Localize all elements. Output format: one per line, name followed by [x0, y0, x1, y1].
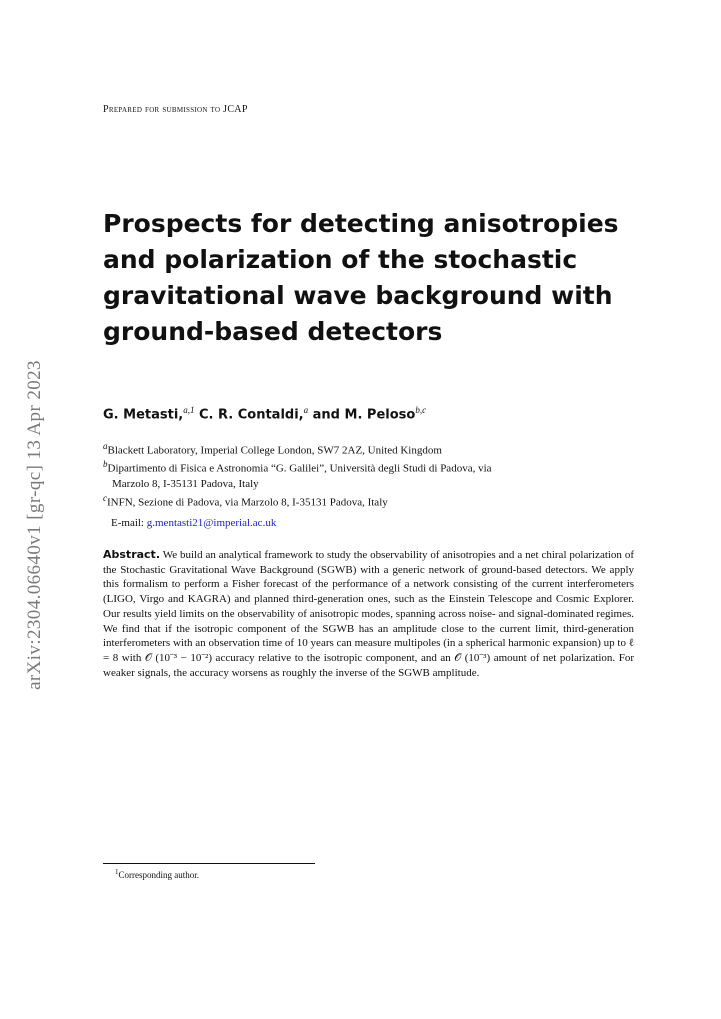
abstract-line: forecast of the performance of a network consisting of the current interferometers (LIGO,	[103, 578, 635, 606]
footnote-text: Corresponding author.	[118, 870, 199, 880]
abstract-line: amount of net polarization. For weaker signals, the accuracy worsens as roughly the inverse	[103, 651, 635, 679]
title-line: gravitational wave background with	[103, 281, 613, 310]
abstract-line: observation time of 10 years can measure multipoles (in a spherical harmonic expansion) up	[208, 637, 615, 650]
author-name: C. R. Contaldi,	[199, 407, 304, 423]
affiliation-b	[103, 457, 643, 492]
abstract-line: a net chiral polarization of the Stochastic Gravitational Wave Background (SGWB) with a	[103, 549, 634, 576]
paper-title	[103, 206, 663, 350]
title-line: ground-based detectors	[103, 317, 443, 346]
abstract-line: We build an analytical framework to study the observability of anisotropies and	[162, 549, 515, 561]
author-name: M. Peloso	[344, 407, 416, 423]
abstract-line: of the SGWB amplitude.	[369, 666, 480, 679]
affiliation-text: INFN, Sezione di Padova, via Marzolo 8, I-35131 Padova, Italy	[107, 496, 388, 509]
footnote-rule	[103, 863, 315, 864]
email-label: E-mail:	[111, 517, 144, 529]
author-sup: b,c	[415, 405, 427, 415]
abstract-line: to ℓ = 8 with 𝒪 (10⁻³ − 10⁻²) accuracy relative to the isotropic component, and an 𝒪 (10⁻³)	[103, 637, 635, 664]
affiliation-text-cont: Marzolo 8, I-35131 Padova, Italy	[112, 477, 259, 490]
author-sup: a,1	[183, 405, 195, 415]
arxiv-stamp	[10, 330, 60, 720]
title-line: and polarization of the stochastic	[103, 245, 578, 274]
arxiv-stamp-text: arXiv:2304.06640v1 [gr-qc] 13 Apr 2023	[24, 360, 45, 690]
abstract-line: SGWB has an amplitude close to the current limit, third-generation interferometers with an	[103, 622, 635, 650]
affiliation-a	[103, 439, 643, 459]
footnote	[115, 868, 199, 880]
affiliation-text: Dipartimento di Fisica e Astronomia “G. Galilei”, Università degli Studi di Padova, via	[107, 462, 492, 475]
email-line	[111, 517, 276, 529]
author-sup: a	[303, 405, 309, 415]
author-name: G. Metasti,	[103, 407, 184, 423]
abstract	[103, 548, 634, 680]
abstract-line: generic network of ground-based detectors. We apply this formalism to perform a Fisher	[103, 563, 634, 591]
affiliation-sup: a	[103, 441, 108, 451]
affiliation-text: Blackett Laboratory, Imperial College London, SW7 2AZ, United Kingdom	[107, 444, 442, 457]
abstract-line: Cosmic Explorer. Our results yield limits on the observability of anisotropic modes, spanning	[103, 593, 634, 620]
email-link[interactable]: g.mentasti21@imperial.ac.uk	[146, 517, 277, 529]
footnote-sup: 1	[115, 868, 119, 876]
affiliation-c	[103, 491, 643, 511]
prepared-for-note: Prepared for submission to JCAP	[103, 104, 248, 115]
title-line: Prospects for detecting anisotropies	[103, 209, 619, 238]
affiliation-sup: b	[103, 459, 108, 469]
abstract-line: across noise- and signal-dominated regimes. We find that if the isotropic component of the	[103, 607, 635, 635]
abstract-line: Virgo and KAGRA) and planned third-generation ones, such as the Einstein Telescope and	[139, 593, 553, 606]
abstract-heading: Abstract.	[103, 548, 160, 561]
author-list	[103, 405, 663, 422]
affiliation-sup: c	[103, 493, 107, 503]
author-and: and	[312, 407, 340, 423]
